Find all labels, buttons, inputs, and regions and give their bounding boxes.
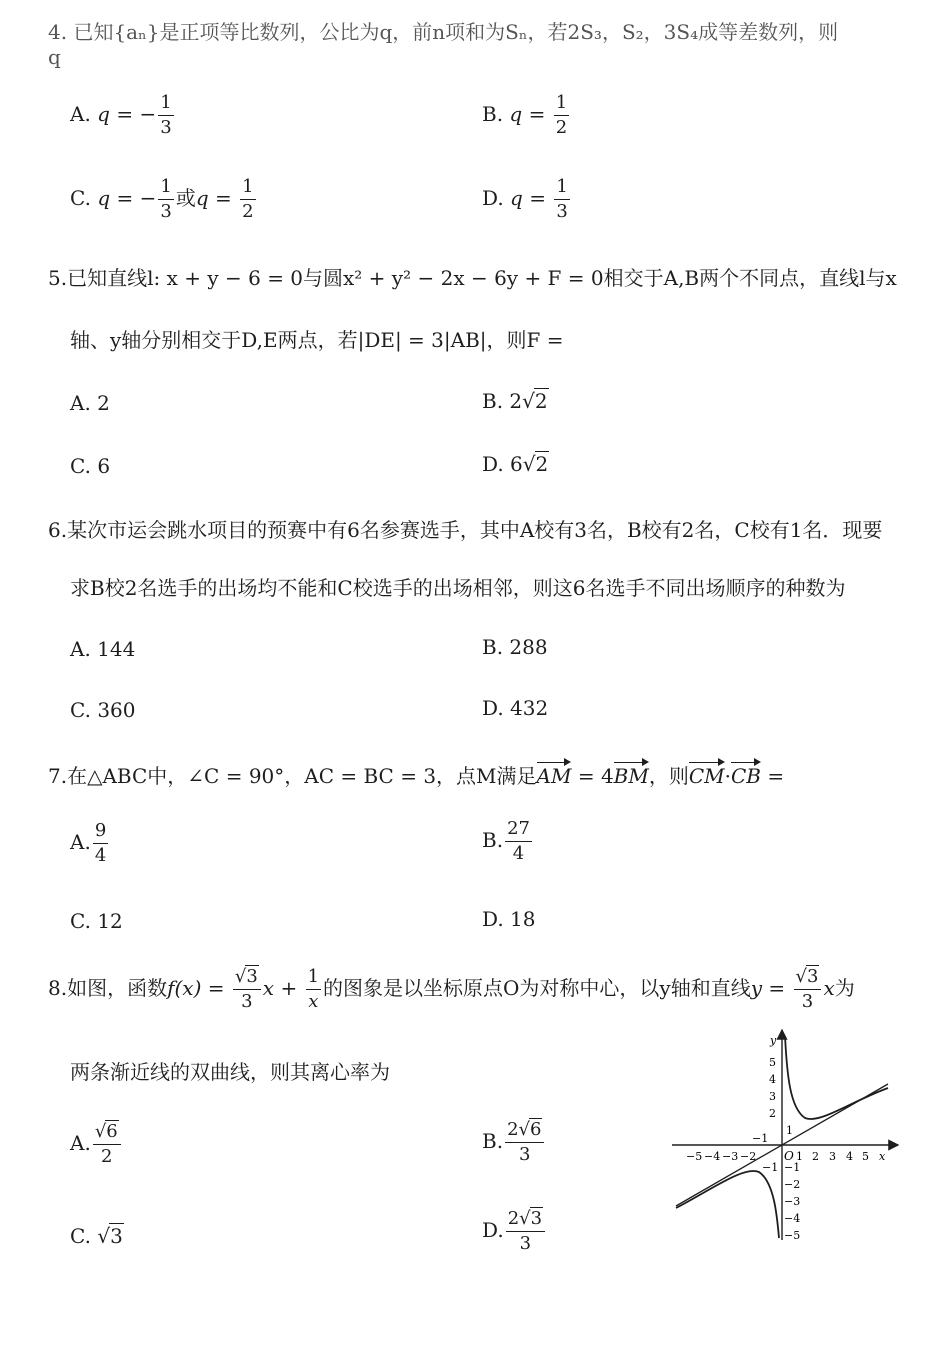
q6-option-d: D. 432 <box>482 696 549 720</box>
tick-x-2: 2 <box>812 1150 819 1163</box>
origin-label: O <box>784 1149 794 1163</box>
tick-y-neg2: −2 <box>784 1178 801 1191</box>
y-ticks-negative <box>784 1161 800 1242</box>
q8-option-b: B. $\frac{2√6}{3}$ <box>482 1121 546 1164</box>
x-axis-label: x <box>879 1150 886 1163</box>
hyperbola-branch-lower <box>676 1171 779 1238</box>
q4-option-a: A. q = − $\frac{1}{3}$ <box>70 92 172 138</box>
q6-option-a: A. 144 <box>70 637 136 661</box>
q7-option-b: B. $\frac{27}{4}$ <box>482 818 530 864</box>
q7-option-c: C. 12 <box>70 909 123 933</box>
tick-y-neg1-left: −1 <box>762 1161 779 1174</box>
tick-y-2: 2 <box>769 1107 776 1120</box>
tick-x-neg5: −5 <box>686 1150 703 1163</box>
q4-option-c: C. q = − $\frac{1}{3}$ 或q = $\frac{1}{2}$ <box>70 176 254 222</box>
q6-option-b: B. 288 <box>482 635 548 659</box>
tick-x-3: 3 <box>829 1150 836 1163</box>
x-ticks-negative <box>686 1150 756 1163</box>
tick-y-neg5: −5 <box>784 1229 801 1242</box>
previous-question-fragment: 4. 已知{aₙ}是正项等比数列，公比为q，前n项和为Sₙ，若2S₃，S₂，3S₄成等差数列，则q <box>48 20 839 69</box>
x-ticks-positive <box>796 1150 869 1163</box>
q5-option-b: B. 2√2 <box>482 389 548 413</box>
q8-option-d: D. $\frac{2√3}{3}$ <box>482 1210 547 1253</box>
tick-y-1: 1 <box>786 1124 793 1137</box>
q6-stem-line1: 6.某次市运会跳水项目的预赛中有6名参赛选手，其中A校有3名，B校有2名，C校有1名．现要 <box>48 518 883 542</box>
q5-stem-line1: 5.已知直线l: x + y − 6 = 0与圆x² + y² − 2x − 6y + F = 0相交于A,B两个不同点，直线l与x <box>48 266 897 290</box>
q8-stem-line2: 两条渐近线的双曲线，则其离心率为 <box>70 1060 390 1084</box>
tick-y-4: 4 <box>769 1073 776 1086</box>
hyperbola-branch-upper <box>785 1036 888 1119</box>
q7-option-d: D. 18 <box>482 907 536 931</box>
tick-y-5: 5 <box>769 1056 776 1069</box>
tick-x-neg2: −2 <box>740 1150 757 1163</box>
q5-stem-line2: 轴、y轴分别相交于D,E两点，若|DE| = 3|AB|，则F = <box>70 328 564 352</box>
q5-option-a: A. 2 <box>70 391 110 415</box>
q4-option-d: D. q = $\frac{1}{3}$ <box>482 176 568 222</box>
q7-option-a: A. $\frac{9}{4}$ <box>70 820 107 866</box>
q8-option-a: A. $\frac{√6}{2}$ <box>70 1123 123 1166</box>
q5-option-c: C. 6 <box>70 454 111 478</box>
tick-y-neg3: −3 <box>784 1195 801 1208</box>
tick-x-4: 4 <box>846 1150 853 1163</box>
tick-x-neg4: −4 <box>704 1150 721 1163</box>
q6-stem-line2: 求B校2名选手的出场均不能和C校选手的出场相邻，则这6名选手不同出场顺序的种数为 <box>70 576 846 600</box>
tick-x-5: 5 <box>862 1150 869 1163</box>
tick-x-neg3: −3 <box>722 1150 739 1163</box>
tick-y-3: 3 <box>769 1090 776 1103</box>
tick-x-1: 1 <box>796 1150 803 1163</box>
q8-stem-line1: 8.如图，函数f(x) = $\frac{√3}{3}$ x + $\frac{1}{x}$ 的图象是以坐标原点O为对称中心，以y轴和直线y = $\frac{√3}{3}$ x为 <box>48 966 855 1012</box>
tick-y-neg4: −4 <box>784 1212 801 1225</box>
tick-y-neg1: −1 <box>784 1161 801 1174</box>
q8-option-c: C. √3 <box>70 1224 123 1248</box>
q4-option-b: B. q = $\frac{1}{2}$ <box>482 92 568 138</box>
y-axis-label: y <box>770 1034 777 1047</box>
y-ticks-positive <box>769 1056 793 1137</box>
q7-stem: 7.在△ABC中，∠C = 90°，AC = BC = 3，点M满足AM = 4BM，则CM·CB = <box>48 764 785 788</box>
q6-option-c: C. 360 <box>70 698 136 722</box>
tick-x-neg1: −1 <box>752 1132 769 1145</box>
hyperbola-graph <box>668 1022 908 1244</box>
q5-option-d: D. 6√2 <box>482 452 549 476</box>
